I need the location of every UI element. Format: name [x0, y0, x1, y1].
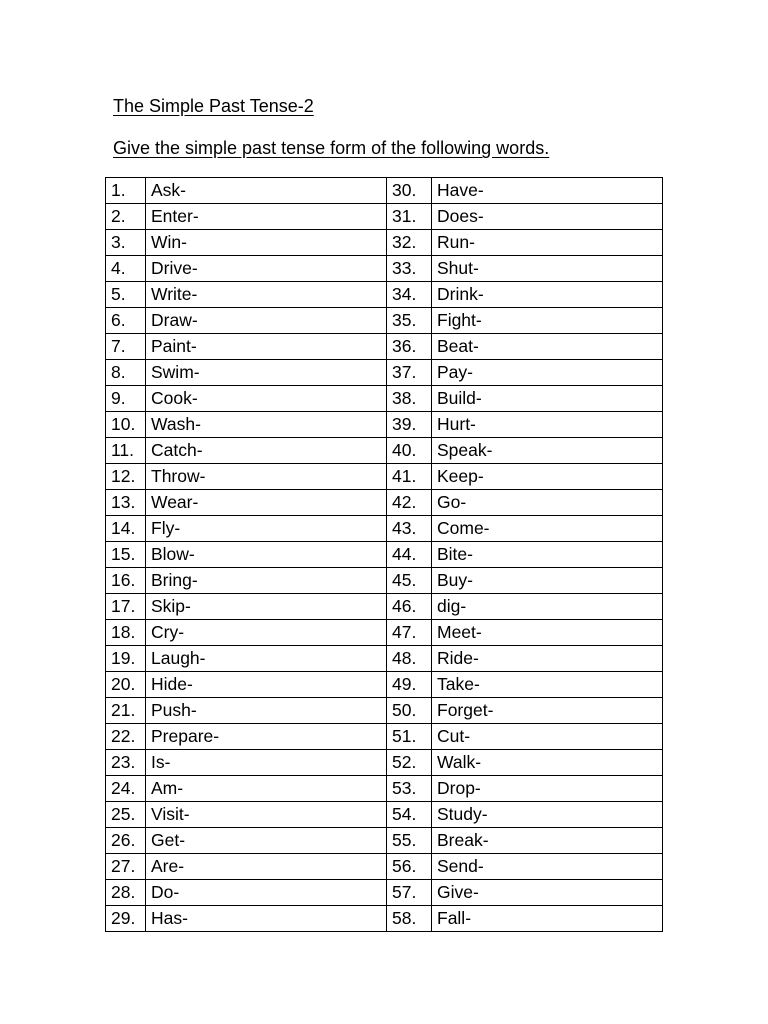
item-number: 46. [387, 594, 432, 620]
item-word: Walk- [432, 750, 663, 776]
item-number: 53. [387, 776, 432, 802]
item-number: 10. [106, 412, 146, 438]
item-word: Build- [432, 386, 663, 412]
table-row [106, 698, 663, 724]
item-word: Beat- [432, 334, 663, 360]
word-table-body [106, 178, 663, 932]
item-number: 28. [106, 880, 146, 906]
item-number: 21. [106, 698, 146, 724]
item-number: 52. [387, 750, 432, 776]
item-word: Buy- [432, 568, 663, 594]
table-row [106, 724, 663, 750]
item-number: 38. [387, 386, 432, 412]
item-number: 54. [387, 802, 432, 828]
item-word: Push- [146, 698, 387, 724]
table-row [106, 828, 663, 854]
item-number: 40. [387, 438, 432, 464]
table-row [106, 750, 663, 776]
item-word: Cut- [432, 724, 663, 750]
table-row [106, 516, 663, 542]
item-word: Fall- [432, 906, 663, 932]
item-number: 58. [387, 906, 432, 932]
table-row [106, 542, 663, 568]
table-row [106, 282, 663, 308]
item-number: 1. [106, 178, 146, 204]
item-word: Bring- [146, 568, 387, 594]
word-table [105, 177, 663, 932]
item-number: 44. [387, 542, 432, 568]
item-number: 47. [387, 620, 432, 646]
item-word: dig- [432, 594, 663, 620]
item-word: Cry- [146, 620, 387, 646]
item-number: 11. [106, 438, 146, 464]
item-word: Win- [146, 230, 387, 256]
item-number: 30. [387, 178, 432, 204]
table-row [106, 334, 663, 360]
item-word: Give- [432, 880, 663, 906]
item-word: Visit- [146, 802, 387, 828]
item-number: 18. [106, 620, 146, 646]
table-row [106, 906, 663, 932]
item-word: Send- [432, 854, 663, 880]
item-word: Wash- [146, 412, 387, 438]
item-word: Go- [432, 490, 663, 516]
table-row [106, 464, 663, 490]
item-word: Ask- [146, 178, 387, 204]
item-word: Get- [146, 828, 387, 854]
item-number: 17. [106, 594, 146, 620]
item-number: 37. [387, 360, 432, 386]
item-number: 14. [106, 516, 146, 542]
item-number: 33. [387, 256, 432, 282]
table-row [106, 178, 663, 204]
item-word: Skip- [146, 594, 387, 620]
item-number: 27. [106, 854, 146, 880]
item-number: 34. [387, 282, 432, 308]
item-word: Come- [432, 516, 663, 542]
item-word: Are- [146, 854, 387, 880]
page-title: The Simple Past Tense-2 [113, 96, 314, 116]
item-number: 41. [387, 464, 432, 490]
item-word: Swim- [146, 360, 387, 386]
item-word: Write- [146, 282, 387, 308]
item-word: Do- [146, 880, 387, 906]
item-word: Blow- [146, 542, 387, 568]
item-number: 36. [387, 334, 432, 360]
item-number: 39. [387, 412, 432, 438]
item-number: 31. [387, 204, 432, 230]
item-word: Drive- [146, 256, 387, 282]
item-word: Has- [146, 906, 387, 932]
item-word: Speak- [432, 438, 663, 464]
item-number: 22. [106, 724, 146, 750]
table-row [106, 230, 663, 256]
table-row [106, 308, 663, 334]
item-word: Throw- [146, 464, 387, 490]
table-row [106, 672, 663, 698]
item-number: 4. [106, 256, 146, 282]
item-word: Have- [432, 178, 663, 204]
item-number: 55. [387, 828, 432, 854]
item-number: 2. [106, 204, 146, 230]
item-number: 6. [106, 308, 146, 334]
item-number: 12. [106, 464, 146, 490]
item-word: Fly- [146, 516, 387, 542]
item-number: 43. [387, 516, 432, 542]
item-number: 23. [106, 750, 146, 776]
item-number: 35. [387, 308, 432, 334]
item-number: 45. [387, 568, 432, 594]
item-word: Cook- [146, 386, 387, 412]
item-word: Ride- [432, 646, 663, 672]
instruction-text: Give the simple past tense form of the following words. [113, 138, 550, 158]
item-word: Drink- [432, 282, 663, 308]
table-row [106, 854, 663, 880]
table-row [106, 568, 663, 594]
item-number: 26. [106, 828, 146, 854]
item-number: 49. [387, 672, 432, 698]
item-number: 9. [106, 386, 146, 412]
table-row [106, 490, 663, 516]
table-row [106, 594, 663, 620]
item-word: Wear- [146, 490, 387, 516]
table-row [106, 412, 663, 438]
item-number: 24. [106, 776, 146, 802]
item-number: 15. [106, 542, 146, 568]
item-number: 50. [387, 698, 432, 724]
item-word: Enter- [146, 204, 387, 230]
item-word: Hide- [146, 672, 387, 698]
table-row [106, 620, 663, 646]
item-number: 56. [387, 854, 432, 880]
item-number: 48. [387, 646, 432, 672]
item-word: Is- [146, 750, 387, 776]
item-number: 16. [106, 568, 146, 594]
item-word: Does- [432, 204, 663, 230]
item-word: Shut- [432, 256, 663, 282]
item-word: Laugh- [146, 646, 387, 672]
item-word: Am- [146, 776, 387, 802]
item-word: Forget- [432, 698, 663, 724]
item-number: 13. [106, 490, 146, 516]
item-number: 19. [106, 646, 146, 672]
item-word: Catch- [146, 438, 387, 464]
item-word: Bite- [432, 542, 663, 568]
table-row [106, 880, 663, 906]
item-number: 7. [106, 334, 146, 360]
table-row [106, 204, 663, 230]
table-row [106, 776, 663, 802]
item-word: Pay- [432, 360, 663, 386]
item-word: Run- [432, 230, 663, 256]
item-word: Draw- [146, 308, 387, 334]
item-number: 42. [387, 490, 432, 516]
item-word: Drop- [432, 776, 663, 802]
item-word: Take- [432, 672, 663, 698]
item-word: Keep- [432, 464, 663, 490]
item-number: 20. [106, 672, 146, 698]
item-word: Hurt- [432, 412, 663, 438]
item-number: 8. [106, 360, 146, 386]
table-row [106, 802, 663, 828]
item-word: Fight- [432, 308, 663, 334]
item-number: 5. [106, 282, 146, 308]
item-number: 3. [106, 230, 146, 256]
item-word: Paint- [146, 334, 387, 360]
item-word: Study- [432, 802, 663, 828]
table-row [106, 360, 663, 386]
item-word: Prepare- [146, 724, 387, 750]
item-number: 32. [387, 230, 432, 256]
table-row [106, 386, 663, 412]
table-row [106, 256, 663, 282]
item-number: 51. [387, 724, 432, 750]
table-row [106, 646, 663, 672]
item-number: 29. [106, 906, 146, 932]
item-word: Meet- [432, 620, 663, 646]
table-row [106, 438, 663, 464]
item-number: 25. [106, 802, 146, 828]
item-number: 57. [387, 880, 432, 906]
item-word: Break- [432, 828, 663, 854]
